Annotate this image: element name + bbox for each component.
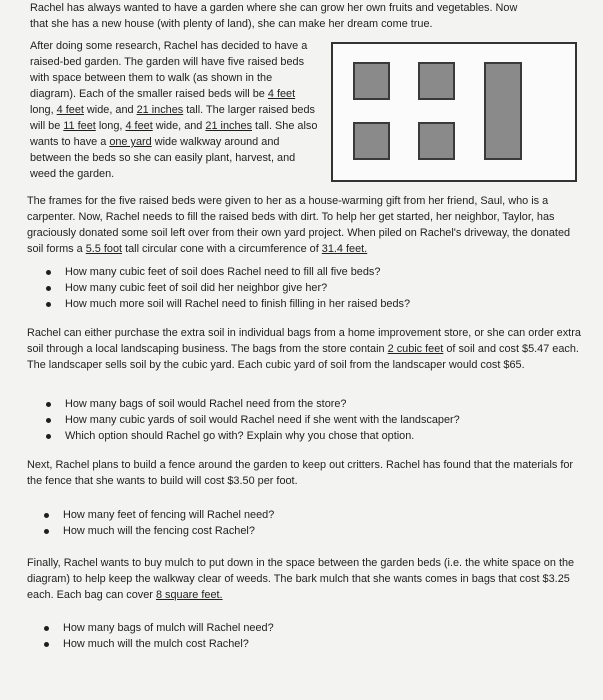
question-item: Which option should Rachel go with? Explain why you chose that option.	[46, 428, 460, 444]
mulch-paragraph: Finally, Rachel wants to buy mulch to put down in the space between the garden beds (i.e. the white space on the diagram) to help keep the walkway clear of weeds. The bark mulch that she wants comes in bags that cost $3.25 each. Each bag can cover 8 square feet.	[27, 557, 575, 601]
question-item: How many cubic feet of soil did her neighbor give her?	[46, 280, 410, 296]
fence-paragraph: Next, Rachel plans to build a fence around the garden to keep out critters. Rachel has found that the materials for the fence that she wants to build will cost $3.50 per foot.	[27, 459, 574, 487]
mulch-question-list	[44, 620, 274, 652]
purchase-question-list	[46, 396, 460, 444]
soil-question-list	[46, 264, 410, 312]
soil-paragraph: The frames for the five raised beds were given to her as a house-warming gift from her friend, Saul, who is a carpenter. Now, Rachel needs to fill the raised beds with dirt. To help her get started, her neighbor, Taylor, has graciously donated some soil left over from their own yard project. When piled on Rachel's driveway, the donated soil forms a 5.5 foot tall circular cone with a circumference of 31.4 feet.	[27, 195, 571, 255]
question-item: How much will the mulch cost Rachel?	[44, 636, 274, 652]
small-raised-bed	[418, 122, 455, 160]
question-item: How many bags of soil would Rachel need from the store?	[46, 396, 460, 412]
question-item: How much will the fencing cost Rachel?	[44, 523, 274, 539]
small-raised-bed	[418, 62, 455, 100]
garden-description-paragraph: After doing some research, Rachel has decided to have a raised-bed garden. The garden will have five raised beds with space between them to walk (as shown in the diagram). Each of the smaller raised beds will be 4 feet long, 4 feet wide, and 21 inches tall. The larger raised beds will be 11 feet long, 4 feet wide, and 21 inches tall. She also wants to have a one yard wide walkway around and between the beds so she can easily plant, harvest, and weed the garden.	[30, 40, 318, 180]
question-item: How many bags of mulch will Rachel need?	[44, 620, 274, 636]
garden-diagram	[331, 42, 577, 182]
small-raised-bed	[353, 122, 390, 160]
small-raised-bed	[353, 62, 390, 100]
intro-line: Rachel has always wanted to have a garden where she can grow her own fruits and vegetables. Now	[30, 2, 518, 14]
question-item: How many cubic yards of soil would Rachel need if she went with the landscaper?	[46, 412, 460, 428]
large-raised-bed	[484, 62, 522, 160]
intro-paragraph	[30, 0, 590, 32]
intro-line: that she has a new house (with plenty of land), she can make her dream come true.	[30, 18, 433, 30]
question-item: How much more soil will Rachel need to finish filling in her raised beds?	[46, 296, 410, 312]
question-item: How many cubic feet of soil does Rachel need to fill all five beds?	[46, 264, 410, 280]
purchase-paragraph: Rachel can either purchase the extra soil in individual bags from a home improvement store, or she can order extra soil through a local landscaping business. The bags from the store contain 2 cubic feet of soil and cost $5.47 each. The landscaper sells soil by the cubic yard. Each cubic yard of soil from the landscaper would cost $65.	[27, 327, 581, 371]
question-item: How many feet of fencing will Rachel need?	[44, 507, 274, 523]
fence-question-list	[44, 507, 274, 539]
